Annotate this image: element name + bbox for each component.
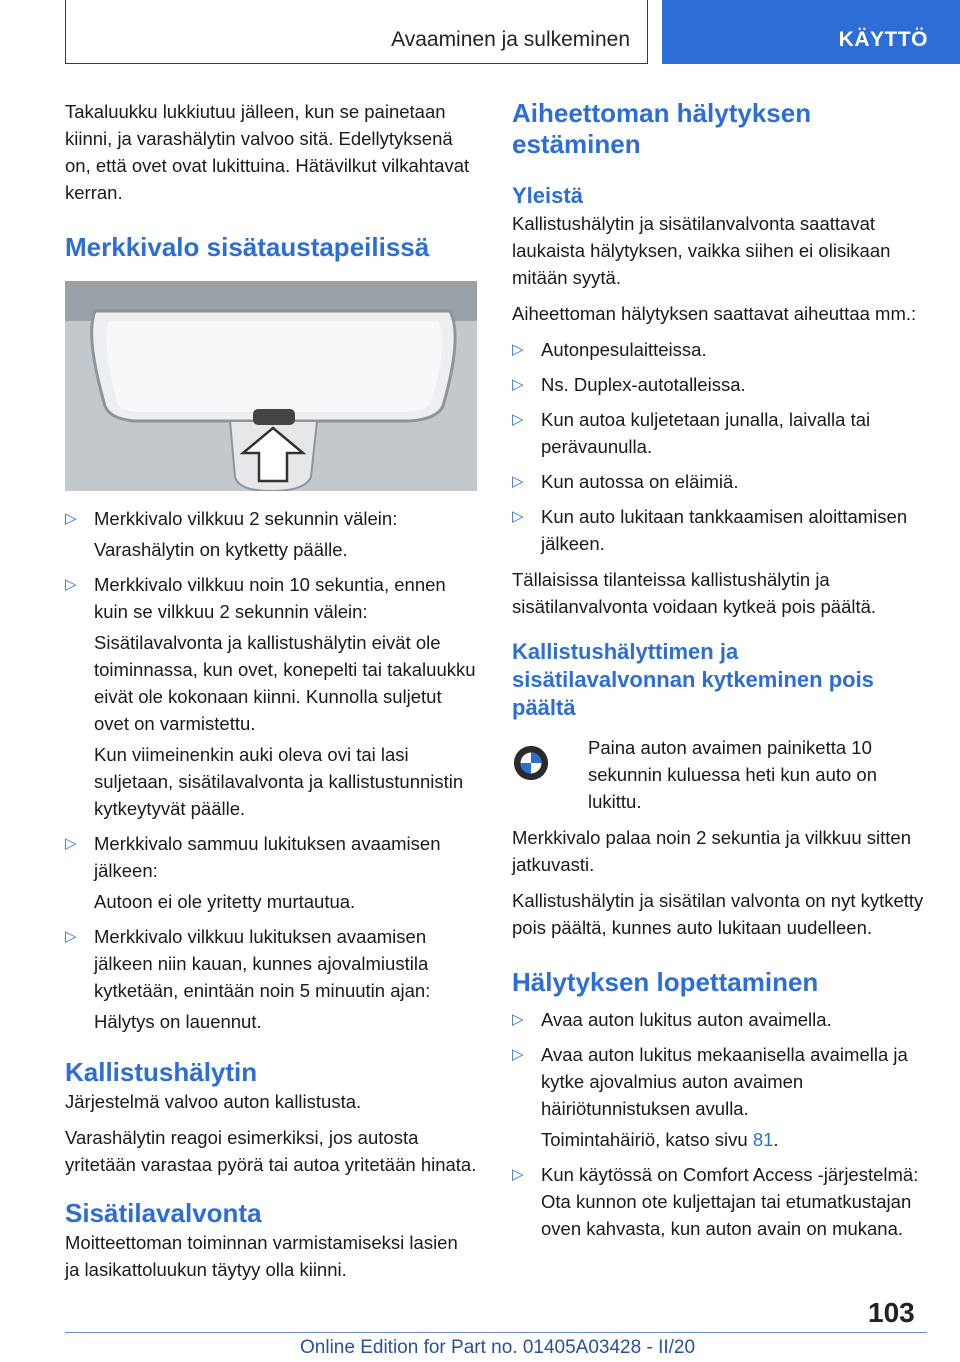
bmw-key-icon [512, 744, 550, 782]
triangle-bullet-icon: ▷ [512, 1166, 524, 1183]
heading-general: Yleistä [512, 183, 583, 208]
triangle-bullet-icon: ▷ [512, 411, 524, 428]
malfunction-text: Toimintahäiriö, katso sivu [541, 1129, 753, 1150]
list-item [512, 371, 927, 398]
intro-paragraph: Takaluukku lukkiutuu jälleen, kun se painetaan kiinni, ja varashälytin valvoo sitä. Edellytyksenä on, että ovet ovat lukittuina. Hätävilkut vilkahtavat kerran. [65, 101, 470, 203]
list-item-text: Merkkivalo vilkkuu lukituksen avaamisen jälkeen niin kauan, kunnes ajovalmiustila kytketään, enintään noin 5 minuutin ajan: [94, 926, 431, 1001]
page-81-link[interactable]: 81 [752, 1129, 774, 1150]
list-item-text: Merkkivalo sammuu lukituksen avaamisen jälkeen: [94, 833, 441, 881]
list-item-text: Avaa auton lukitus mekaanisella avaimella ja kytke ajovalmius auton avaimen häiriötunnistuksen avulla. [541, 1044, 908, 1119]
triangle-bullet-icon: ▷ [512, 508, 524, 525]
left-column [65, 98, 477, 1292]
list-item-text: Avaa auton lukitus auton avaimella. [541, 1009, 832, 1030]
list-item [65, 923, 477, 1035]
list-item [65, 830, 477, 915]
list-item-text: Autonpesulaitteissa. [541, 339, 707, 360]
tilt-paragraph-1: Järjestelmä valvoo auton kallistusta. [65, 1091, 362, 1112]
footer-edition: Online Edition for Part no. 01405A03428 - II/20 [300, 1337, 696, 1358]
general-paragraph-3: Tällaisissa tilanteissa kallistushälytin ja sisätilanvalvonta voidaan kytkeä pois päältä. [512, 569, 877, 617]
heading-indicator: Merkkivalo sisätaustapeilissä [65, 232, 430, 262]
list-item [512, 503, 927, 557]
list-item-text: Merkkivalo vilkkuu 2 sekunnin välein: [94, 508, 398, 529]
indicator-list [65, 505, 477, 1035]
tilt-paragraph-2: Varashälytin reagoi esimerkiksi, jos autosta yritetään varastaa pyörä tai autoa yritetään hinata. [65, 1127, 477, 1175]
heading-false-alarm: Aiheettoman hälytyksen estäminen [512, 98, 812, 159]
triangle-bullet-icon: ▷ [512, 1046, 524, 1063]
general-paragraph-1: Kallistushälytin ja sisätilanvalvonta saattavat laukaista hälytyksen, vaikka siihen ei olisikaan mitään syytä. [512, 213, 891, 288]
heading-tilt-alarm: Kallistushälytin [65, 1057, 258, 1087]
triangle-bullet-icon: ▷ [65, 928, 77, 945]
heading-switch-off: Kallistushälyttimen ja sisätilavalvonnan kytkeminen pois päältä [512, 639, 874, 720]
heading-end-alarm: Hälytyksen lopettaminen [512, 967, 819, 997]
list-item-text: Merkkivalo vilkkuu noin 10 sekuntia, ennen kuin se vilkkuu 2 sekunnin välein: [94, 574, 446, 622]
list-item-subtext: Autoon ei ole yritetty murtautua. [94, 891, 356, 912]
key-instruction [512, 734, 927, 815]
mirror-photo [65, 281, 477, 491]
sentence-end: . [773, 1129, 779, 1150]
list-item [512, 406, 927, 460]
footer-divider [65, 1332, 927, 1333]
switch-paragraph-1: Paina auton avaimen painiketta 10 sekunnin kuluessa heti kun auto on lukittu. [588, 737, 878, 812]
list-item-text: Kun käytössä on Comfort Access -järjestelmä: Ota kunnon ote kuljettajan tai etumatkustajan oven kahvasta, kun auton avain on mukana. [541, 1164, 919, 1239]
heading-interior-monitoring: Sisätilavalvonta [65, 1198, 262, 1228]
triangle-bullet-icon: ▷ [512, 376, 524, 393]
triangle-bullet-icon: ▷ [65, 835, 77, 852]
switch-paragraph-3: Kallistushälytin ja sisätilan valvonta on nyt kytketty pois päältä, kunnes auto lukitaan uudelleen. [512, 890, 924, 938]
list-item-subtext: Hälytys on lauennut. [94, 1011, 262, 1032]
end-alarm-list [512, 1006, 927, 1242]
list-item-subtext: Sisätilavalvonta ja kallistushälytin eivät ole toiminnassa, kun ovet, konepelti tai takaluukku eivät ole kokonaan kiinni. Kunnolla suljetut ovet on varmistettu. [94, 632, 476, 734]
list-item-text: Kun auto lukitaan tankkaamisen aloittamisen jälkeen. [541, 506, 908, 554]
triangle-bullet-icon: ▷ [65, 510, 77, 527]
interior-paragraph-1: Moitteettoman toiminnan varmistamiseksi lasien ja lasikattoluukun täytyy olla kiinni. [65, 1232, 458, 1280]
general-paragraph-2: Aiheettoman hälytyksen saattavat aiheuttaa mm.: [512, 303, 917, 324]
header-chapter-label: KÄYTTÖ [838, 28, 928, 51]
list-item-subtext: Kun viimeinenkin auki oleva ovi tai lasi suljetaan, sisätilavalvonta ja kallistustunnistin kytkeytyvät päälle. [94, 744, 464, 819]
list-item [65, 571, 477, 822]
list-item [65, 505, 477, 563]
list-item [512, 336, 927, 363]
rearview-mirror-illustration [65, 281, 477, 491]
header-chapter-tab[interactable] [662, 0, 960, 64]
list-item-text: Kun autossa on eläimiä. [541, 471, 739, 492]
right-column [512, 98, 927, 1251]
triangle-bullet-icon: ▷ [512, 341, 524, 358]
list-item [512, 1041, 927, 1153]
triangle-bullet-icon: ▷ [512, 1011, 524, 1028]
list-item-text: Ns. Duplex-autotalleissa. [541, 374, 746, 395]
page-number: 103 [868, 1297, 915, 1328]
triangle-bullet-icon: ▷ [512, 473, 524, 490]
cause-list [512, 336, 927, 557]
list-item [512, 468, 927, 495]
list-item-subtext: Varashälytin on kytketty päälle. [94, 539, 348, 560]
header-section-title: Avaaminen ja sulkeminen [391, 28, 630, 51]
switch-paragraph-2: Merkkivalo palaa noin 2 sekuntia ja vilkkuu sitten jatkuvasti. [512, 827, 911, 875]
triangle-bullet-icon: ▷ [65, 576, 77, 593]
list-item [512, 1006, 927, 1033]
list-item [512, 1161, 927, 1242]
list-item-subtext [541, 1126, 927, 1153]
list-item-text: Kun autoa kuljetetaan junalla, laivalla tai perävaunulla. [541, 409, 871, 457]
